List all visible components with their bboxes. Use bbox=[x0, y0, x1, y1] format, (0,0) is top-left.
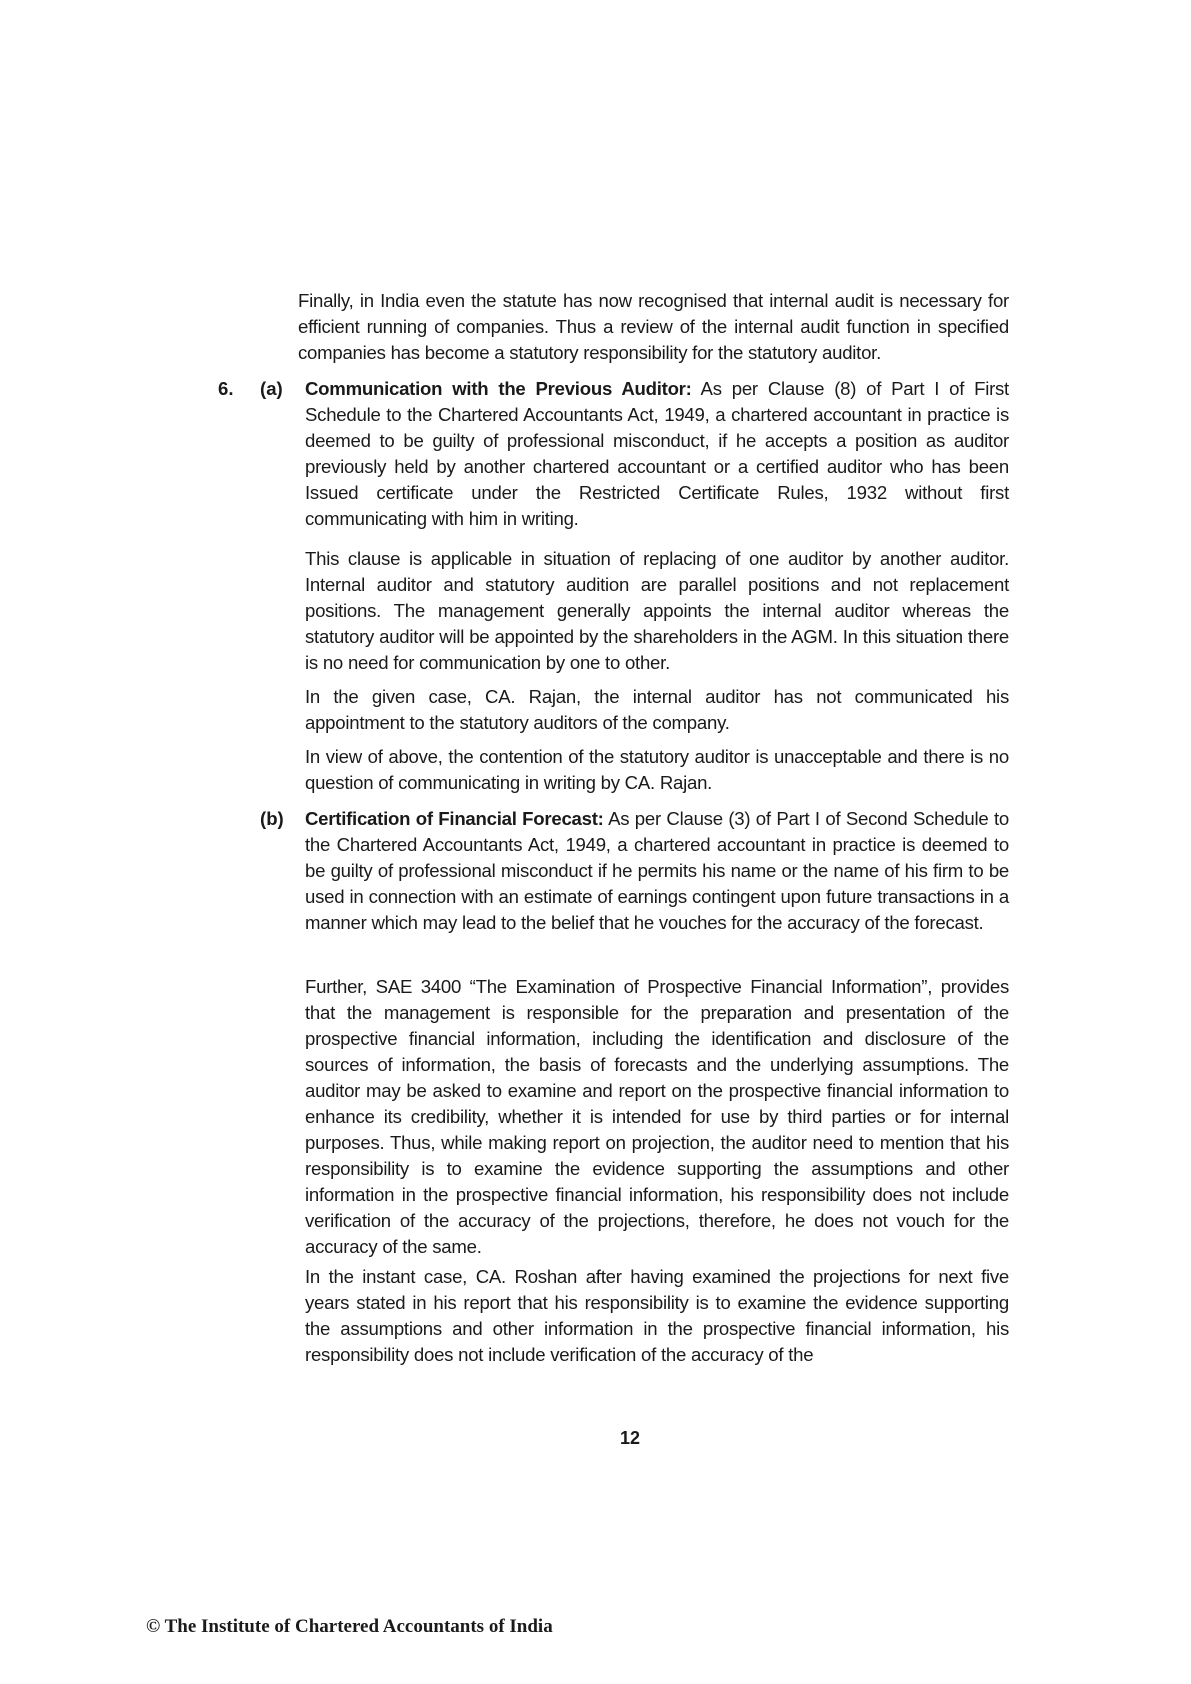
page-number: 12 bbox=[619, 1428, 641, 1448]
part-b-lead-text: As per Clause (3) of Part I of Second Schedule to the Chartered Accountants Act, 1949, a chartered accountant in practice is deemed to be guilty of professional misconduct if he permits his name or the name of his firm to be used in connection with an estimate of earnings contingent upon future transactions in a manner which may lead to the belief that he vouches for the accuracy of the forecast. bbox=[305, 808, 1009, 933]
part-a-paragraph-2: In the given case, CA. Rajan, the internal auditor has not communicated his appointment to the statutory auditors of the company. bbox=[305, 686, 1009, 733]
part-a-lead-paragraph bbox=[305, 376, 1009, 532]
part-a-paragraph-3: In view of above, the contention of the statutory auditor is unacceptable and there is no question of communicating in writing by CA. Rajan. bbox=[305, 746, 1009, 793]
intro-paragraph: Finally, in India even the statute has now recognised that internal audit is necessary for efficient running of companies. Thus a review of the internal audit function in specified companies has become a statutory responsibility for the statutory auditor. bbox=[298, 290, 1009, 363]
part-b-paragraph-2: In the instant case, CA. Roshan after having examined the projections for next five years stated in his report that his responsibility is to examine the evidence supporting the assumptions and other information in the prospective financial information, his responsibility does not include verification of the accuracy of the bbox=[305, 1266, 1009, 1365]
part-a-lead-text: As per Clause (8) of Part I of First Schedule to the Chartered Accountants Act, 1949, a chartered accountant in practice is deemed to be guilty of professional misconduct, if he accepts a position as auditor previously held by another chartered accountant or a certified auditor who has been Issued certificate under the Restricted Certificate Rules, 1932 without first communicating with him in writing. bbox=[305, 378, 1009, 529]
part-a-paragraph-1: This clause is applicable in situation of replacing of one auditor by another auditor. Internal auditor and statutory audition are parallel positions and not replacement positions. The management generally appoints the internal auditor whereas the statutory auditor will be appointed by the shareholders in the AGM. In this situation there is no need for communication by one to other. bbox=[305, 548, 1009, 673]
footer-copyright: © The Institute of Chartered Accountants of India bbox=[146, 1616, 553, 1637]
part-b-paragraph-1: Further, SAE 3400 “The Examination of Prospective Financial Information”, provides that the management is responsible for the preparation and presentation of the prospective financial information, including the identification and disclosure of the sources of information, the basis of forecasts and the underlying assumptions. The auditor may be asked to examine and report on the prospective financial information to enhance its credibility, whether it is intended for use by third parties or for internal purposes. Thus, while making report on projection, the auditor need to mention that his responsibility is to examine the evidence supporting the assumptions and other information in the prospective financial information, his responsibility does not include verification of the accuracy of the projections, therefore, he does not vouch for the accuracy of the same. bbox=[305, 976, 1009, 1257]
question-number: 6. bbox=[218, 378, 234, 399]
part-b-label: (b) bbox=[260, 808, 284, 829]
part-a-heading: Communication with the Previous Auditor: bbox=[305, 378, 692, 399]
part-b-lead-paragraph bbox=[305, 806, 1009, 936]
part-b-heading: Certification of Financial Forecast: bbox=[305, 808, 604, 829]
part-a-label: (a) bbox=[260, 378, 283, 399]
